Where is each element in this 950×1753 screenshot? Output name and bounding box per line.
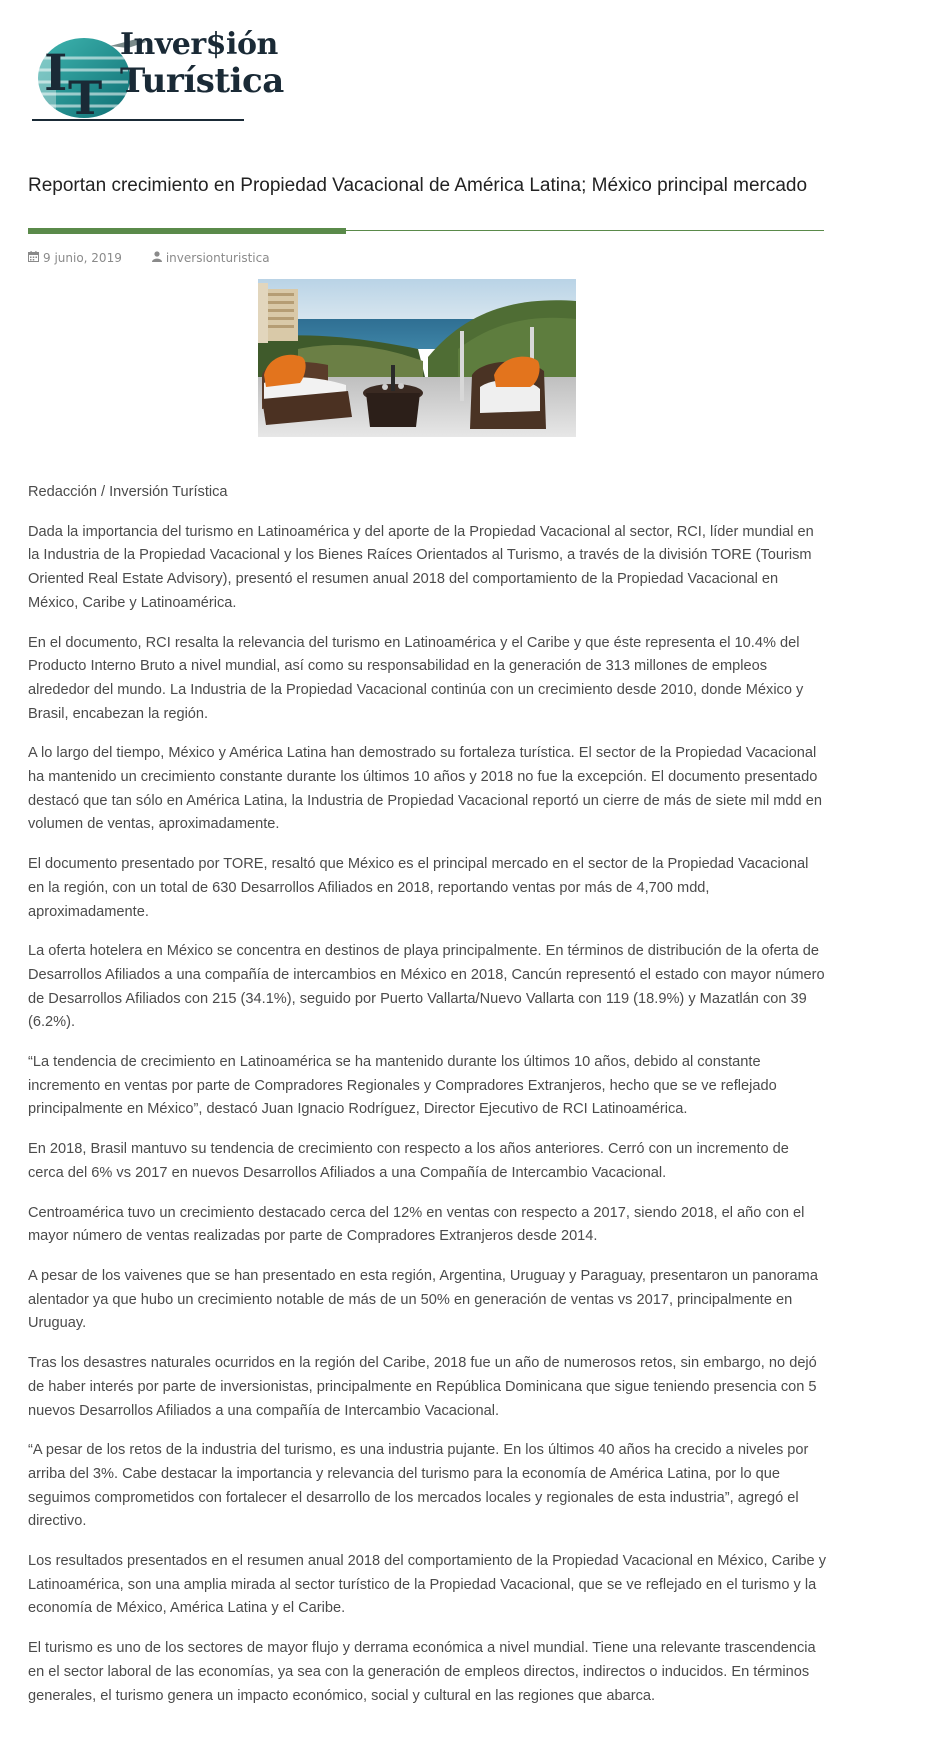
article-paragraph: En 2018, Brasil mantuvo su tendencia de crecimiento con respecto a los años anteriores. Cerró con un incremento de cerca del 6% vs 2017 en nuevos Desarrollos Afiliados a una Compañía de Intercambio Vacacional. <box>28 1141 789 1181</box>
article-paragraph: Los resultados presentados en el resumen anual 2018 del comportamiento de la Propiedad Vacacional en México, Caribe y Latinoamérica, son una amplia mirada al sector turístico de la Propiedad Vacacional, que se ve reflejado en el turismo y la economía de México, América Latina y el Caribe. <box>28 1553 827 1617</box>
article-author[interactable]: inversionturistica <box>165 251 270 265</box>
calendar-icon <box>28 251 39 265</box>
article-paragraph: El documento presentado por TORE, resaltó que México es el principal mercado en el sector de la Propiedad Vacacional en la región, con un total de 630 Desarrollos Afiliados en 2018, reportando ventas por más de 4,700 mdd, aproximadamente. <box>28 856 809 920</box>
article-paragraph: A lo largo del tiempo, México y América Latina han demostrado su fortaleza turística. El sector de la Propiedad Vacacional ha mantenido un crecimiento constante durante los últimos 10 años y 2018 no fue la excepción. El documento presentado destacó que tan sólo en América Latina, la Industria de Propiedad Vacacional reportó un cierre de más de siete mil mdd en volumen de ventas, aproximadamente. <box>28 745 822 833</box>
article-paragraph: Dada la importancia del turismo en Latinoamérica y del aporte de la Propiedad Vacacional al sector, RCI, líder mundial en la Industria de la Propiedad Vacacional y los Bienes Raíces Orientados al Turismo, a través de la división TORE (Tourism Oriented Real Estate Advisory), presentó el resumen anual 2018 del comportamiento de la Propiedad Vacacional en México, Caribe y Latinoamérica. <box>28 523 814 611</box>
svg-text:I: I <box>44 43 68 102</box>
article-paragraph: “A pesar de los retos de la industria del turismo, es una industria pujante. En los últimos 40 años ha crecido a niveles por arriba del 3%. Cabe destacar la importancia y relevancia del turismo para la economía de América Latina, por lo que seguimos comprometidos con fortalecer el desarrollo de los mercados locales y regionales de esta industria”, agregó el directivo. <box>28 1442 809 1530</box>
title-underline-accent <box>28 228 346 234</box>
featured-image <box>258 279 576 437</box>
article-paragraph: A pesar de los vaivenes que se han presentado en esta región, Argentina, Uruguay y Paraguay, presentaron un panorama alentador ya que hubo un crecimiento notable de más de un 50% en generación de ventas vs 2017, principalmente en Uruguay. <box>28 1267 818 1332</box>
article-paragraph: Centroamérica tuvo un crecimiento destacado cerca del 12% en ventas con respecto a 2017, siendo 2018, el año con el mayor número de ventas realizadas por parte de Compradores Extranjeros desde 2014. <box>28 1204 805 1245</box>
article-paragraph: El turismo es uno de los sectores de mayor flujo y derrama económica a nivel mundial. Tiene una relevante trascendencia en el sector laboral de las economías, ya sea con la generación de empleos directos, indirectos o inducidos. En términos generales, el turismo genera un impacto económico, social y cultural en las regiones que abarca. <box>28 1640 816 1704</box>
article-title: Reportan crecimiento en Propiedad Vacacional de América Latina; México principal mercado <box>28 175 808 196</box>
logo-wordmark <box>120 27 284 101</box>
article-paragraph: “La tendencia de crecimiento en Latinoamérica se ha mantenido durante los últimos 10 años, debido al constante incremento en ventas por parte de Compradores Regionales y Compradores Extranjeros, hecho que se ve reflejado principalmente en México”, destacó Juan Ignacio Rodríguez, Director Ejecutivo de RCI Latinoamérica. <box>28 1054 777 1118</box>
article-paragraph: Tras los desastres naturales ocurridos en la región del Caribe, 2018 fue un año de numerosos retos, sin embargo, no dejó de haber interés por parte de inversionistas, principalmente en República Dominicana que sigue teniendo presencia con 5 nuevos Desarrollos Afiliados a una compañía de Intercambio Vacacional. <box>28 1355 817 1419</box>
article-date[interactable]: 9 junio, 2019 <box>43 251 122 265</box>
article-author-wrap <box>152 251 270 265</box>
site-logo[interactable] <box>28 27 284 124</box>
article-byline: Redacción / Inversión Turística <box>28 484 228 500</box>
article-meta <box>28 251 270 265</box>
svg-text:T: T <box>68 71 103 124</box>
article-body <box>28 481 828 1724</box>
article-paragraph: La oferta hotelera en México se concentra en destinos de playa principalmente. En términos de distribución de la oferta de Desarrollos Afiliados a una compañía de intercambios en México en 2018, Cancún representó el estado con mayor número de Desarrollos Afiliados con 215 (34.1%), seguido por Puerto Vallarta/Nuevo Vallarta con 119 (18.9%) y Mazatlán con 39 (6.2%). <box>28 943 825 1031</box>
logo-line-1: Inver$ión <box>120 27 278 62</box>
article-paragraph: En el documento, RCI resalta la relevancia del turismo en Latinoamérica y el Caribe y que éste representa el 10.4% del Producto Interno Bruto a nivel mundial, así como su responsabilidad en la generación de 313 millones de empleos alrededor del mundo. La Industria de la Propiedad Vacacional continúa con un crecimiento desde 2010, donde México y Brasil, encabezan la región. <box>28 634 804 722</box>
logo-line-2: Turística <box>120 61 284 101</box>
user-icon <box>152 251 162 265</box>
